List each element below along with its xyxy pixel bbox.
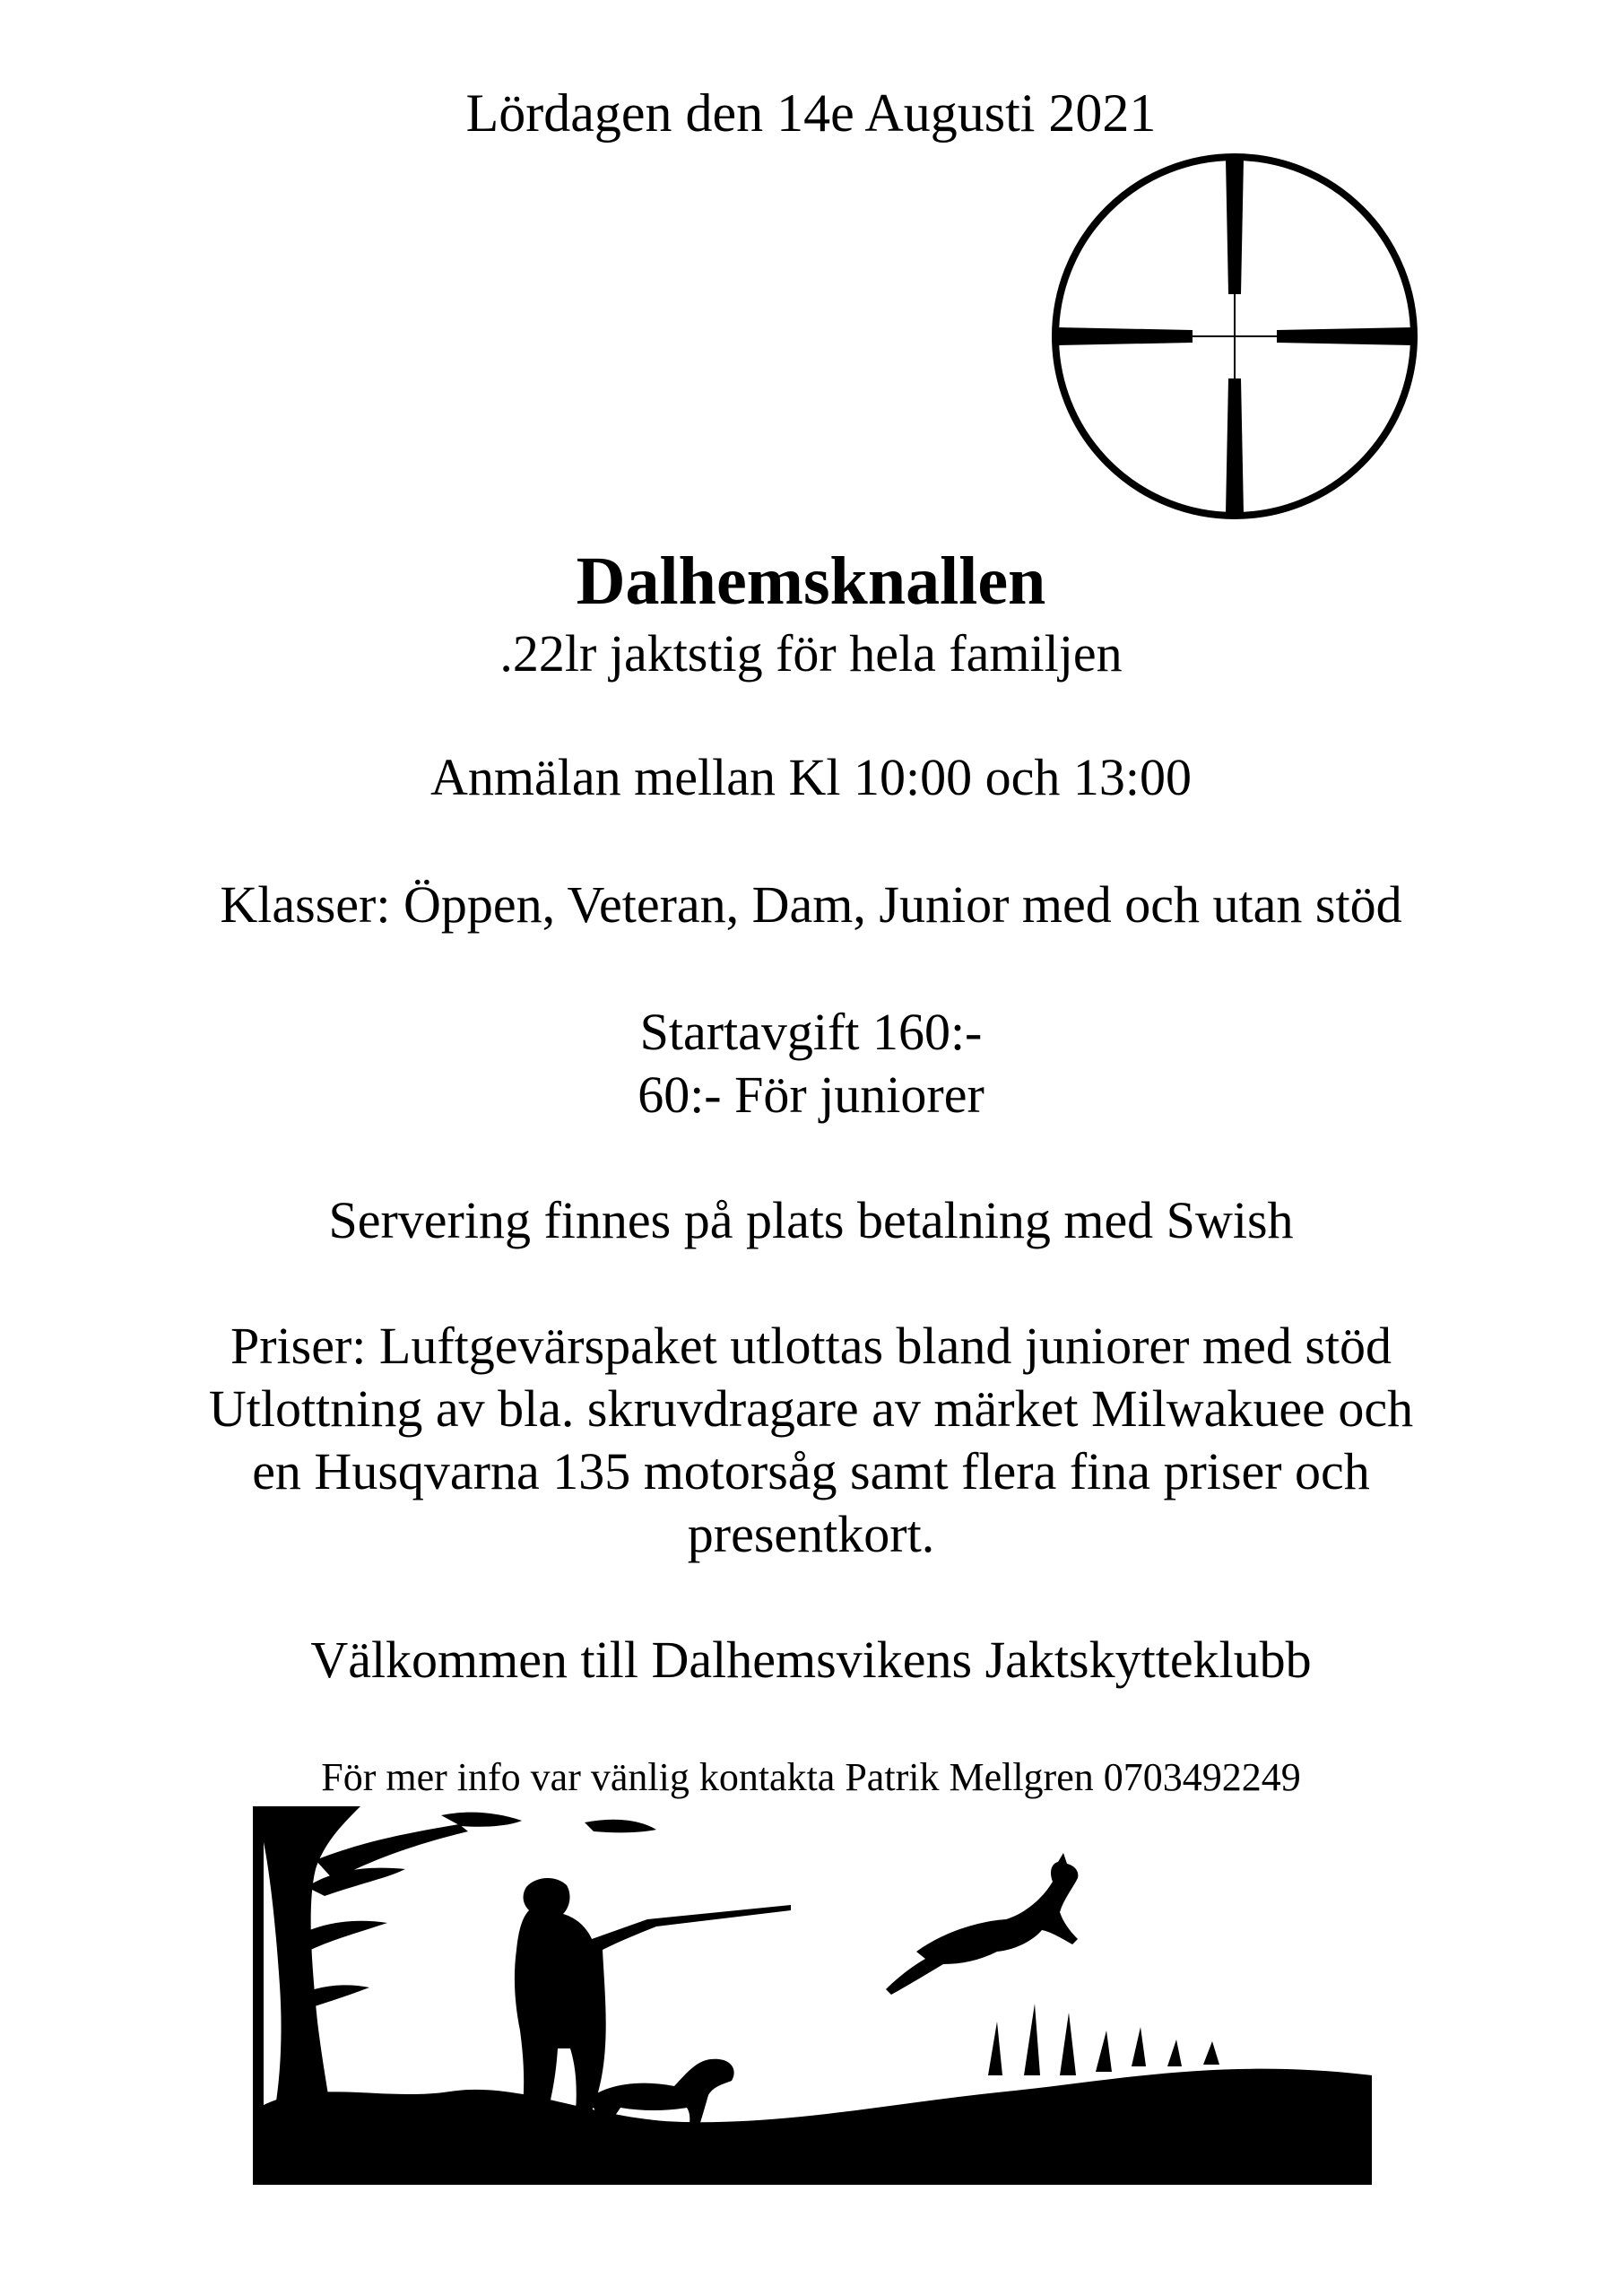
competition-classes: Klasser: Öppen, Veteran, Dam, Junior med och utan stöd [220,875,1402,934]
registration-time: Anmälan mellan Kl 10:00 och 13:00 [430,748,1192,806]
welcome-text: Välkommen till Dalhemsvikens Jaktskytteklubb [310,1631,1312,1689]
prizes-line-2: Utlottning av bla. skruvdragare av märket Milwakuee och [208,1379,1414,1438]
prizes-line-3: en Husqvarna 135 motorsåg samt flera fina priser och [252,1442,1370,1500]
contact-info: För mer info var vänlig kontakta Patrik Mellgren 0703492249 [321,1755,1301,1799]
date-line: Lördagen den 14e Augusti 2021 [465,83,1157,143]
serving-info: Servering finnes på plats betalning med Swish [328,1191,1294,1249]
prizes-line-4: presentkort. [687,1505,935,1563]
crosshair-scope-icon [1049,151,1420,522]
event-subtitle: .22lr jaktstig för hela familjen [499,624,1123,683]
event-title: Dalhemsknallen [576,544,1046,619]
start-fee: Startavgift 160:- [639,1003,983,1061]
junior-fee: 60:- För juniorer [638,1065,984,1124]
prizes-line-1: Priser: Luftgevärspaket utlottas bland juniorer med stöd [230,1317,1392,1375]
hunter-dog-deer-silhouette [253,1806,1372,2185]
